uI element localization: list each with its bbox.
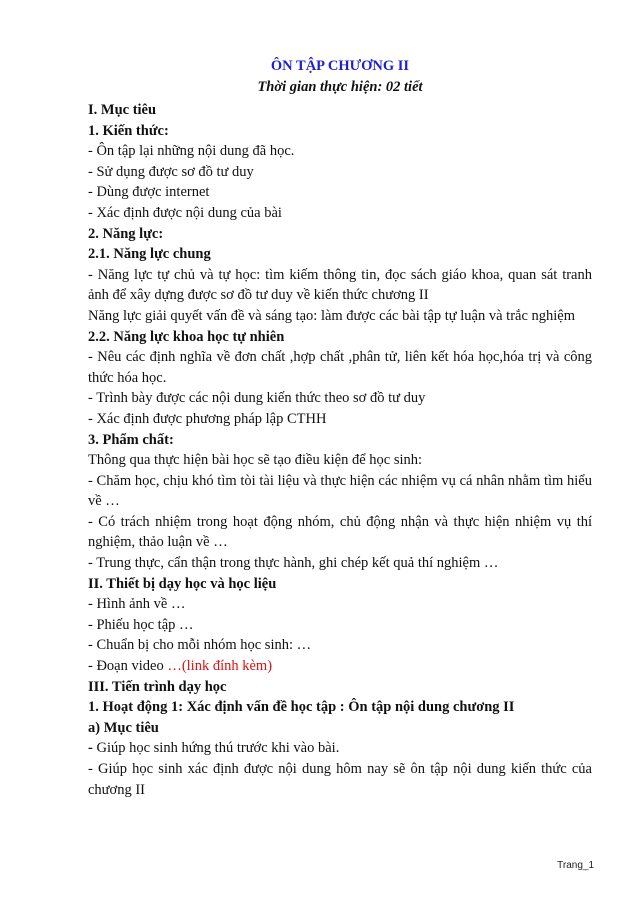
subsection-heading: 3. Phẩm chất: [88,431,174,448]
list-item: - Dùng được internet [88,184,210,201]
document-page [88,56,592,800]
paragraph: Năng lực giải quyết vấn đề và sáng tạo: làm được các bài tập tự luận và trắc nghiệm [88,307,576,324]
video-link[interactable]: …(link đính kèm) [167,658,273,675]
page-number: Trang_1 [557,860,594,871]
list-item: - Chuẩn bị cho mỗi nhóm học sinh: … [88,637,312,654]
subsection-heading: 1. Kiến thức: [88,122,169,139]
bold-dash: - [88,740,93,757]
list-item: - Xác định được nội dung của bài [88,204,282,221]
document-subtitle: Thời gian thực hiện: 02 tiết [257,79,423,95]
subsection-heading: 2.1. Năng lực chung [88,246,211,263]
document-title: ÔN TẬP CHƯƠNG II [270,58,410,74]
goal-text: Giúp học sinh hứng thú trước khi vào bài. [92,740,340,757]
section-heading: II. Thiết bị dạy học và học liệu [88,575,277,592]
activity-heading: 1. Hoạt động 1: Xác định vấn đề học tập : Ôn tập nội dung chương II [88,699,515,716]
list-item: - Hình ảnh về … [88,596,186,613]
video-item-label: - Đoạn video [88,658,168,675]
paragraph: - Nêu các định nghĩa về đơn chất ,hợp chất ,phân tử, liên kết hóa học,hóa trị và công thức hóa học. [88,349,592,386]
subsection-heading: a) Mục tiêu [88,719,159,736]
list-item: - Phiếu học tập … [88,616,194,633]
list-item: - Xác định được phương pháp lập CTHH [88,410,327,427]
list-item: - Ôn tập lại những nội dung đã học. [88,143,295,160]
list-item: - Trình bày được các nội dung kiến thức theo sơ đồ tư duy [88,390,426,407]
paragraph: - Giúp học sinh xác định được nội dung hôm nay sẽ ôn tập nội dung kiến thức của chương II [88,761,592,798]
list-item [88,738,592,759]
paragraph: - Năng lực tự chủ và tự học: tìm kiếm thông tin, đọc sách giáo khoa, quan sát tranh ảnh để xây dựng được sơ đồ tư duy về kiến thức chương II [88,266,592,304]
list-item [88,656,592,677]
list-item: - Trung thực, cẩn thận trong thực hành, ghi chép kết quả thí nghiệm … [88,555,499,572]
paragraph: Thông qua thực hiện bài học sẽ tạo điều kiện để học sinh: [88,452,423,469]
subsection-heading: 2.2. Năng lực khoa học tự nhiên [88,328,285,345]
paragraph: - Có trách nhiệm trong hoạt động nhóm, chủ động nhận và thực hiện nhiệm vụ thí nghiệm, thảo luận về … [88,513,592,551]
list-item: - Sử dụng được sơ đồ tư duy [88,163,254,180]
subsection-heading: 2. Năng lực: [88,225,164,242]
section-heading: I. Mục tiêu [88,102,157,118]
paragraph: - Chăm học, chịu khó tìm tòi tài liệu và thực hiện các nhiệm vụ cá nhân nhằm tìm hiểu về … [88,472,592,510]
section-heading: III. Tiến trình dạy học [88,678,227,695]
